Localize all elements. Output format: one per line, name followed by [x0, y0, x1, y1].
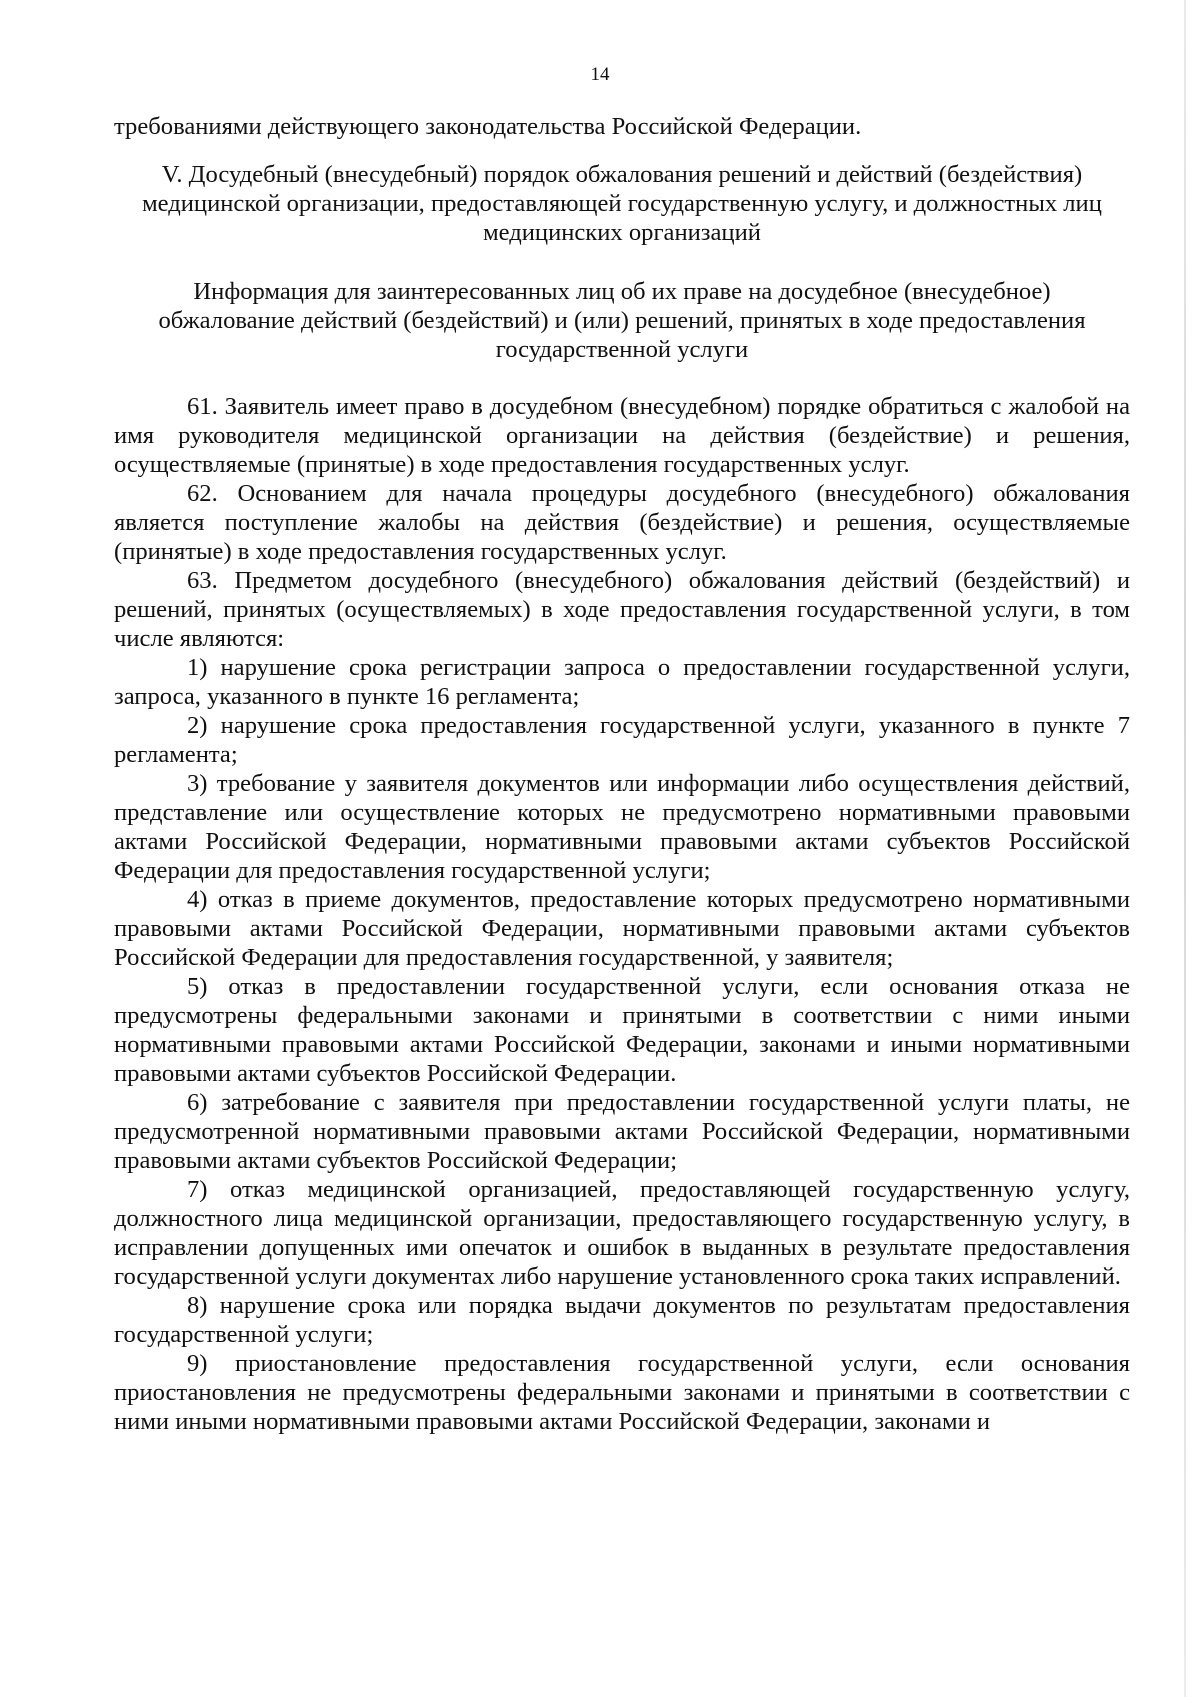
- list-item-6: 6) затребование с заявителя при предоставлении государственной услуги платы, не предусмотренной нормативными правовыми актами Российской Федерации, нормативными правовыми актами субъектов Российской Федерации;: [114, 1089, 1130, 1174]
- list-item-2: 2) нарушение срока предоставления государственной услуги, указанного в пункте 7 регламента;: [114, 712, 1130, 768]
- lead-text: требованиями действующего законодательства Российской Федерации.: [114, 113, 862, 140]
- document-body: [114, 112, 1130, 1436]
- scan-edge-shadow: [1184, 0, 1186, 1697]
- paragraph-61: 61. Заявитель имеет право в досудебном (внесудебном) порядке обратиться с жалобой на имя руководителя медицинской организации на действия (бездействие) и решения, осуществляемые (принятые) в ходе предоставления государственных услуг.: [114, 393, 1130, 478]
- info-title: Информация для заинтересованных лиц об их праве на досудебное (внесудебное) обжалование действий (бездействий) и (или) решений, принятых в ходе предоставления государственной услуги: [158, 278, 1086, 363]
- list-item-8: 8) нарушение срока или порядка выдачи документов по результатам предоставления государственной услуги;: [114, 1292, 1130, 1348]
- list-item-7: 7) отказ медицинской организацией, предоставляющей государственную услугу, должностного лица медицинской организации, предоставляющего государственную услугу, в исправлении допущенных ими опечаток и ошибок в выданных в результате предоставления государственной услуги документах либо нарушение установленного срока таких исправлений.: [114, 1176, 1130, 1290]
- section-title: V. Досудебный (внесудебный) порядок обжалования решений и действий (бездействия) медицинской организации, предоставляющей государственную услугу, и должностных лиц медицинских организаций: [142, 161, 1102, 246]
- list-item-9: 9) приостановление предоставления государственной услуги, если основания приостановления не предусмотрены федеральными законами и принятыми в соответствии с ними иными нормативными правовыми актами Российской Федерации, законами и: [114, 1350, 1130, 1435]
- page-number: 14: [590, 64, 610, 85]
- list-item-4: 4) отказ в приеме документов, предоставление которых предусмотрено нормативными правовыми актами Российской Федерации, нормативными правовыми актами субъектов Российской Федерации для предоставления государственной, у заявителя;: [114, 886, 1130, 971]
- paragraph-62: 62. Основанием для начала процедуры досудебного (внесудебного) обжалования является поступление жалобы на действия (бездействие) и решения, осуществляемые (принятые) в ходе предоставления государственных услуг.: [114, 480, 1130, 565]
- list-item-3: 3) требование у заявителя документов или информации либо осуществления действий, представление или осуществление которых не предусмотрено нормативными правовыми актами Российской Федерации, нормативными правовыми актами субъектов Российской Федерации для предоставления государственной услуги;: [114, 770, 1130, 884]
- list-item-1: 1) нарушение срока регистрации запроса о предоставлении государственной услуги, запроса, указанного в пункте 16 регламента;: [114, 654, 1130, 710]
- paragraph-63: 63. Предметом досудебного (внесудебного) обжалования действий (бездействий) и решений, принятых (осуществляемых) в ходе предоставления государственной услуги, в том числе являются:: [114, 567, 1130, 652]
- list-item-5: 5) отказ в предоставлении государственной услуги, если основания отказа не предусмотрены федеральными законами и принятыми в соответствии с ними иными нормативными правовыми актами Российской Федерации, законами и иными нормативными правовыми актами субъектов Российской Федерации.: [114, 973, 1130, 1087]
